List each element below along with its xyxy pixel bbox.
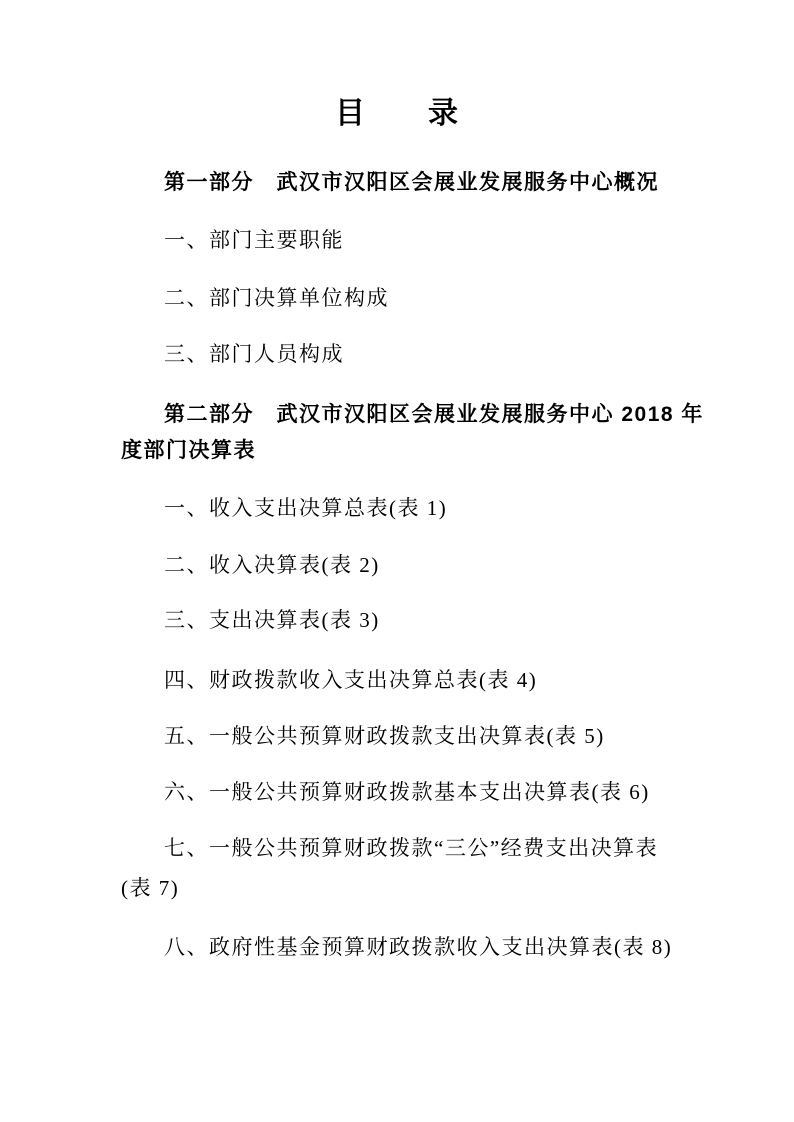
part2-item-8: 八、政府性基金预算财政拨款收入支出决算表(表 8) — [164, 935, 673, 959]
part1-item-3: 三、部门人员构成 — [164, 342, 344, 366]
part2-heading-line2: 度部门决算表 — [121, 439, 256, 462]
part2-heading-line1: 第二部分 武汉市汉阳区会展业发展服务中心 2018 年 — [164, 403, 704, 426]
page-title: 目 录 — [335, 97, 459, 130]
part2-item-3: 三、支出决算表(表 3) — [164, 608, 380, 632]
part1-item-2: 二、部门决算单位构成 — [164, 286, 389, 310]
part2-item-4: 四、财政拨款收入支出决算总表(表 4) — [164, 668, 538, 692]
part2-item-7-line1: 七、一般公共预算财政拨款“三公”经费支出决算表 — [164, 836, 659, 860]
part2-item-2: 二、收入决算表(表 2) — [164, 553, 380, 577]
part1-heading: 第一部分 武汉市汉阳区会展业发展服务中心概况 — [164, 171, 659, 194]
part1-item-1: 一、部门主要职能 — [164, 228, 344, 252]
part2-item-1: 一、收入支出决算总表(表 1) — [164, 496, 448, 520]
part2-item-7-line2: (表 7) — [121, 876, 180, 900]
part2-item-6: 六、一般公共预算财政拨款基本支出决算表(表 6) — [164, 780, 650, 804]
part2-item-5: 五、一般公共预算财政拨款支出决算表(表 5) — [164, 724, 605, 748]
